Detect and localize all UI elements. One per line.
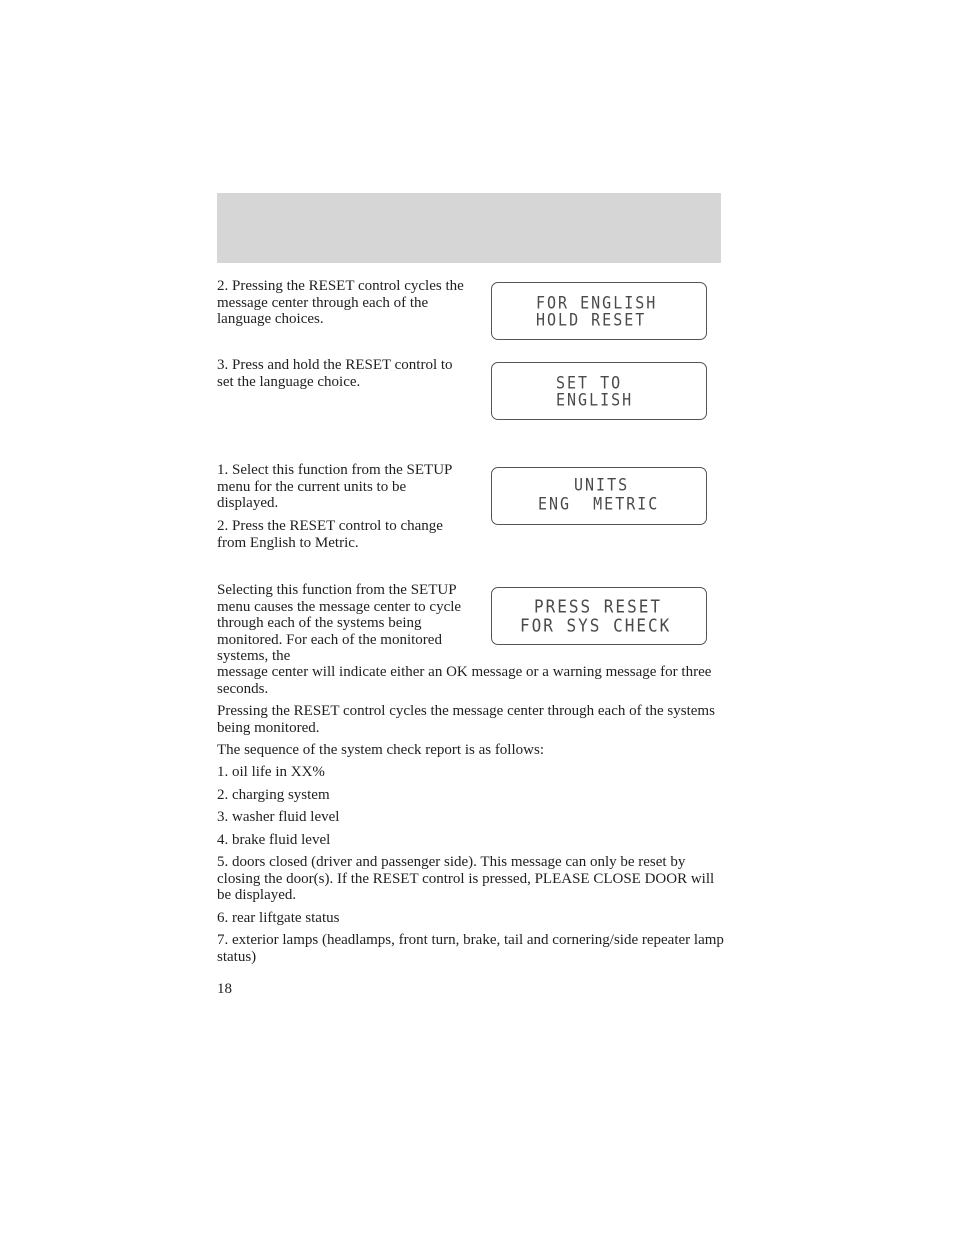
lcd-display-units: [491, 467, 707, 525]
lcd-line-2: FOR SYS CHECK: [520, 615, 672, 636]
sys-check-intro-text: Selecting this function from the SETUP menu causes the message center to cycle through each of the systems being monitored. For each of the monitored systems, the: [217, 582, 462, 664]
units-select-text: 1. Select this function from the SETUP menu for the current units to be displayed.: [217, 462, 452, 511]
language-set-text: 3. Press and hold the RESET control to set the language choice.: [217, 357, 453, 390]
lcd-line-2: ENGLISH: [556, 390, 634, 410]
units-change-text: 2. Press the RESET control to change from English to Metric.: [217, 518, 443, 551]
list-item-brake-fluid: 4. brake fluid level: [217, 832, 331, 848]
lcd-line-2: ENG METRIC: [538, 494, 660, 514]
list-item-exterior-lamps: 7. exterior lamps (headlamps, front turn, brake, tail and cornering/side repeater lamp status): [217, 932, 724, 965]
page-number: 18: [217, 981, 232, 997]
lcd-display-for-english: [491, 282, 707, 340]
lcd-line-2: HOLD RESET: [536, 310, 647, 330]
sys-check-continued-text: message center will indicate either an OK message or a warning message for three seconds.: [217, 664, 712, 697]
list-item-washer: 3. washer fluid level: [217, 809, 340, 825]
header-band: [217, 193, 721, 263]
language-cycle-text: 2. Pressing the RESET control cycles the message center through each of the language choices.: [217, 278, 464, 327]
lcd-display-sys-check: [491, 587, 707, 645]
lcd-line-1: FOR ENGLISH: [536, 293, 658, 313]
list-item-doors: 5. doors closed (driver and passenger side). This message can only be reset by closing the door(s). If the RESET control is pressed, PLEASE CLOSE DOOR will be displayed.: [217, 854, 715, 903]
lcd-line-1: SET TO: [556, 373, 623, 393]
list-item-liftgate: 6. rear liftgate status: [217, 910, 340, 926]
paragraph-reset-cycle: Pressing the RESET control cycles the message center through each of the systems being monitored.: [217, 703, 715, 736]
lcd-line-1: PRESS RESET: [534, 596, 662, 617]
lcd-display-set-to-english: [491, 362, 707, 420]
list-item-oil-life: 1. oil life in XX%: [217, 764, 325, 780]
paragraph-sequence-intro: The sequence of the system check report is as follows:: [217, 742, 544, 758]
list-item-charging: 2. charging system: [217, 787, 330, 803]
lcd-line-1: UNITS: [574, 475, 630, 495]
